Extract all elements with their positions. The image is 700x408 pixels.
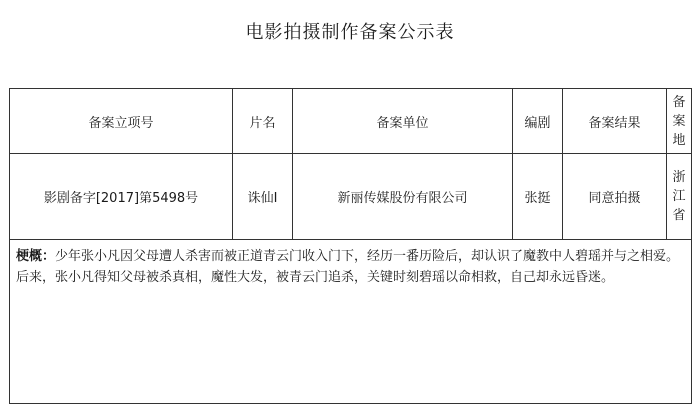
header-place (667, 89, 692, 154)
cell-result: 同意拍摄 (563, 154, 667, 240)
header-screenwriter: 编剧 (513, 89, 563, 154)
header-place-char: 案 (672, 113, 686, 129)
header-place-char: 备 (672, 94, 686, 110)
cell-place-char: 浙 (672, 170, 686, 185)
page-title: 电影拍摄制作备案公示表 (245, 22, 455, 43)
cell-film-name: 诛仙I (233, 154, 293, 240)
synopsis-label: 梗概： (16, 249, 56, 264)
header-row (10, 89, 692, 154)
header-place-char: 地 (672, 132, 686, 148)
cell-unit: 新丽传媒股份有限公司 (293, 154, 513, 240)
cell-place (667, 154, 692, 240)
cell-place-char: 江 (672, 189, 686, 204)
synopsis-cell (10, 240, 692, 404)
header-unit: 备案单位 (293, 89, 513, 154)
header-project-no: 备案立项号 (10, 89, 233, 154)
data-row (10, 154, 692, 240)
synopsis-row (10, 240, 692, 404)
synopsis-text: 少年张小凡因父母遭人杀害而被正道青云门收入门下，经历一番历险后，却认识了魔教中人碧瑶并与之相爱。后来，张小凡得知父母被杀真相，魔性大发，被青云门追杀，关键时刻碧瑶以命相救，自己却永远昏迷。 (16, 249, 680, 285)
header-result: 备案结果 (563, 89, 667, 154)
header-film-name: 片名 (233, 89, 293, 154)
cell-project-no: 影剧备字[2017]第5498号 (10, 154, 233, 240)
cell-screenwriter: 张挺 (513, 154, 563, 240)
record-table (9, 88, 692, 404)
cell-place-char: 省 (672, 208, 686, 223)
